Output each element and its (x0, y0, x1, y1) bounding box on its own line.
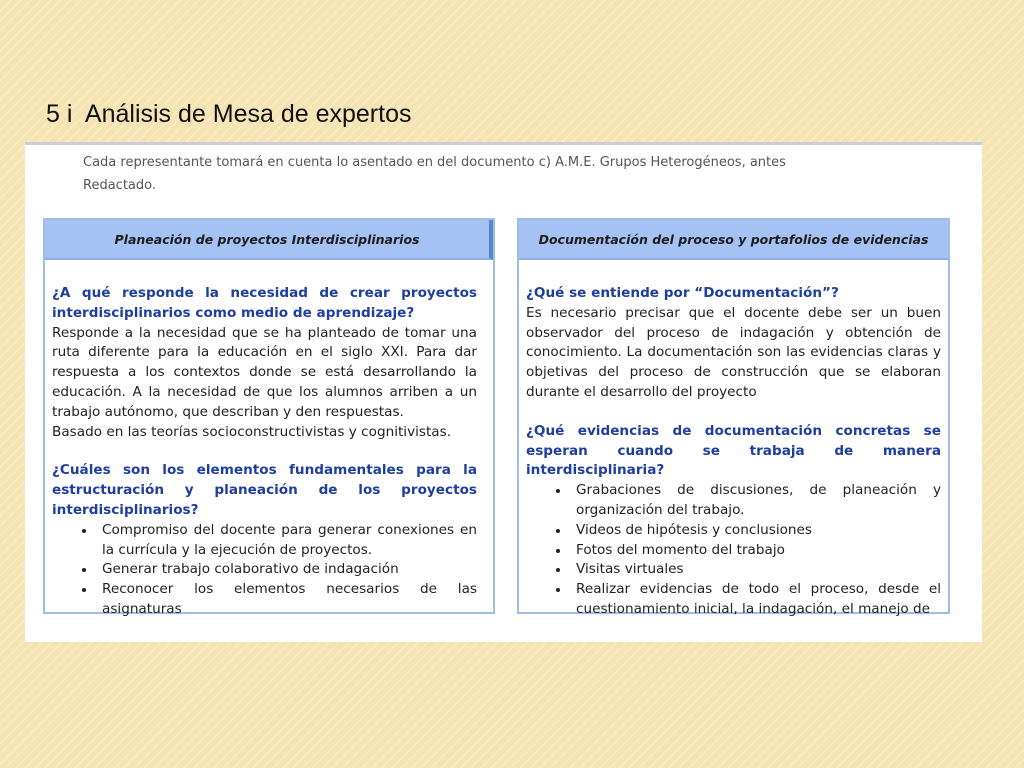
intro-line-2: Redactado. (83, 178, 156, 193)
planning-column-body (45, 260, 493, 620)
planning-question-1: ¿A qué responde la necesidad de crear proyectos interdisciplinarios como medio de aprendizaje? (52, 285, 477, 321)
documentation-answer-1: Es necesario precisar que el docente debe ser un buen observador del proceso de indagación y obtención de conocimiento. La documentación son las evidencias claras y objetivas del proceso de construcción que se elaboran durante el desarrollo del proyecto (526, 304, 941, 400)
documentation-column-body (519, 260, 948, 620)
planning-column (43, 218, 495, 617)
documentation-question-1: ¿Qué se entiende por “Documentación”? (526, 285, 839, 301)
planning-answer-1b: Basado en las teorías socioconstructivistas y cognitivistas. (52, 423, 452, 440)
document-image-panel (25, 142, 982, 642)
documentation-bullet-list (526, 481, 941, 620)
documentation-column-header: Documentación del proceso y portafolios de evidencias (519, 220, 948, 260)
list-item: • Fotos del momento del trabajo (570, 541, 941, 561)
list-item: • Visitas virtuales (570, 560, 941, 580)
slide-title: 5 i Análisis de Mesa de expertos (46, 100, 412, 128)
list-item: • Compromiso del docente para generar conexiones en la currícula y la ejecución de proyectos. (96, 521, 477, 561)
planning-question-2: ¿Cuáles son los elementos fundamentales para la estructuración y planeación de los proyectos interdisciplinarios? (52, 462, 477, 518)
planning-answer-1: Responde a la necesidad que se ha planteado de tomar una ruta diferente para la educación en el siglo XXI. Para dar respuesta a los contextos donde se está desarrollando la educación. A la necesidad de que los alumnos arriben a un trabajo autónomo, que describan y den respuestas. (52, 324, 477, 420)
planning-column-header: Planeación de proyectos Interdisciplinarios (45, 220, 493, 260)
list-item: • Videos de hipótesis y conclusiones (570, 521, 941, 541)
list-item: • Reconocer los elementos necesarios de las asignaturas (96, 580, 477, 620)
list-item: • Grabaciones de discusiones, de planeación y organización del trabajo. (570, 481, 941, 521)
documentation-column (517, 218, 950, 617)
documentation-question-2: ¿Qué evidencias de documentación concretas se esperan cuando se trabaja de manera interdisciplinaria? (526, 422, 941, 479)
intro-line-1: Cada representante tomará en cuenta lo asentado en del documento c) A.M.E. Grupos Heterogéneos, antes (83, 155, 786, 170)
planning-bullet-list (52, 521, 477, 620)
list-item: • Realizar evidencias de todo el proceso, desde el cuestionamiento inicial, la indagación, el manejo de (570, 580, 941, 620)
list-item: • Generar trabajo colaborativo de indagación (96, 560, 477, 580)
intro-text (83, 151, 953, 197)
